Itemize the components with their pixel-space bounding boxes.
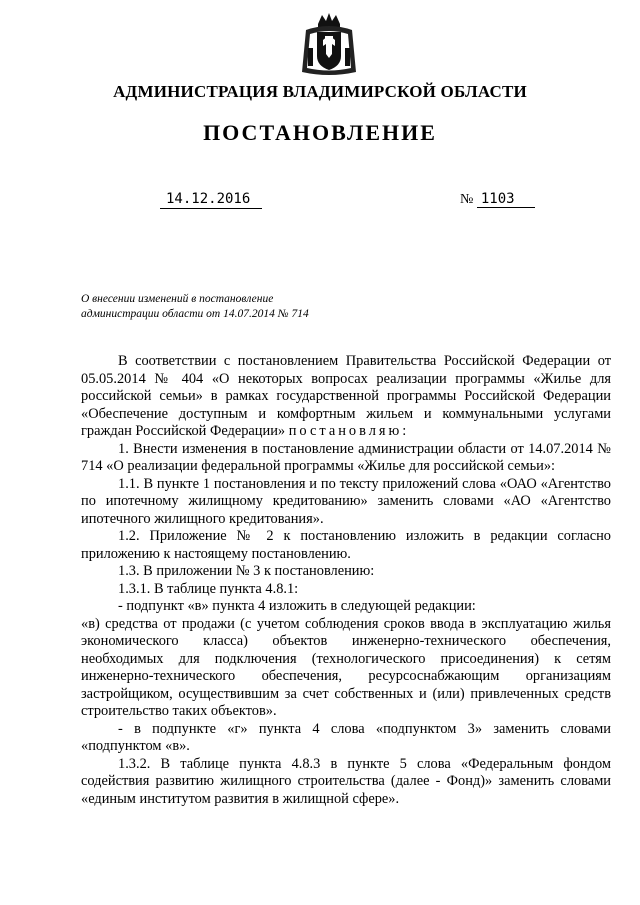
- subject-line-1: О внесении изменений в постановление: [81, 293, 274, 305]
- paragraph-1-3-1: 1.3.1. В таблице пункта 4.8.1:: [118, 580, 299, 597]
- paragraph-1-3-2: 1.3.2. В таблице пункта 4.8.3 в пункте 5 слова «Федеральным фондом содействия развитию жилищного строительства (далее - Фонд)» заменить словами «единым институтом развития в жилищной сфере».: [81, 755, 611, 807]
- coat-of-arms-icon: [298, 10, 360, 78]
- document-date: 14.12.2016: [160, 191, 262, 209]
- organization-title: АДМИНИСТРАЦИЯ ВЛАДИМИРСКОЙ ОБЛАСТИ: [113, 82, 527, 101]
- paragraph-1-3: 1.3. В приложении № 3 к постановлению:: [118, 563, 375, 579]
- paragraph-subpoint-v: - подпункт «в» пункта 4 изложить в следующей редакции:: [118, 598, 476, 614]
- preamble-text: В соответствии с постановлением Правительства Российской Федерации от 05.05.2014 № 404 «О некоторых вопросах реализации программы «Жилье для российской семьи» в рамках государственной программы Российской Федерации «Обеспечение доступным и комфортным жильем и коммунальными услугами граждан Российской Федерации»: [81, 353, 611, 439]
- paragraph-quote-v: «в) средства от продажи (с учетом соблюдения сроков ввода в эксплуатацию жилья экономического класса) объектов инженерно-технического обеспечения, необходимых для подключения (технологического присоединения) к сетям инженерно-технического обеспечения, ресурсоснабжающим организациям застройщиком, осуществившим за счет собственных и (или) привлеченных средств строительство таких объектов».: [81, 615, 611, 719]
- document-subject: [81, 292, 381, 322]
- paragraph-preamble: [81, 353, 611, 441]
- subject-line-2: администрации области от 14.07.2014 № 714: [81, 308, 309, 320]
- document-body: [81, 353, 611, 808]
- document-number: 1103: [477, 191, 535, 208]
- document-number-block: [460, 191, 535, 208]
- paragraph-1-1: 1.1. В пункте 1 постановления и по тексту приложений слова «ОАО «Агентство по ипотечному жилищному кредитованию» заменить словами «АО «Агентство ипотечного жилищного кредитования».: [81, 475, 611, 527]
- document-type: ПОСТАНОВЛЕНИЕ: [203, 120, 437, 145]
- paragraph-1-2: 1.2. Приложение № 2 к постановлению изложить в редакции согласно приложению к настоящему постановлению.: [81, 528, 611, 562]
- paragraph-1: 1. Внести изменения в постановление администрации области от 14.07.2014 № 714 «О реализации федеральной программы «Жилье для российской семьи»:: [81, 440, 611, 474]
- paragraph-subpoint-g: - в подпункте «г» пункта 4 слова «подпунктом 3» заменить словами «подпунктом «в».: [81, 720, 611, 754]
- number-prefix: №: [460, 192, 474, 207]
- decree-word: постановляю:: [288, 423, 410, 439]
